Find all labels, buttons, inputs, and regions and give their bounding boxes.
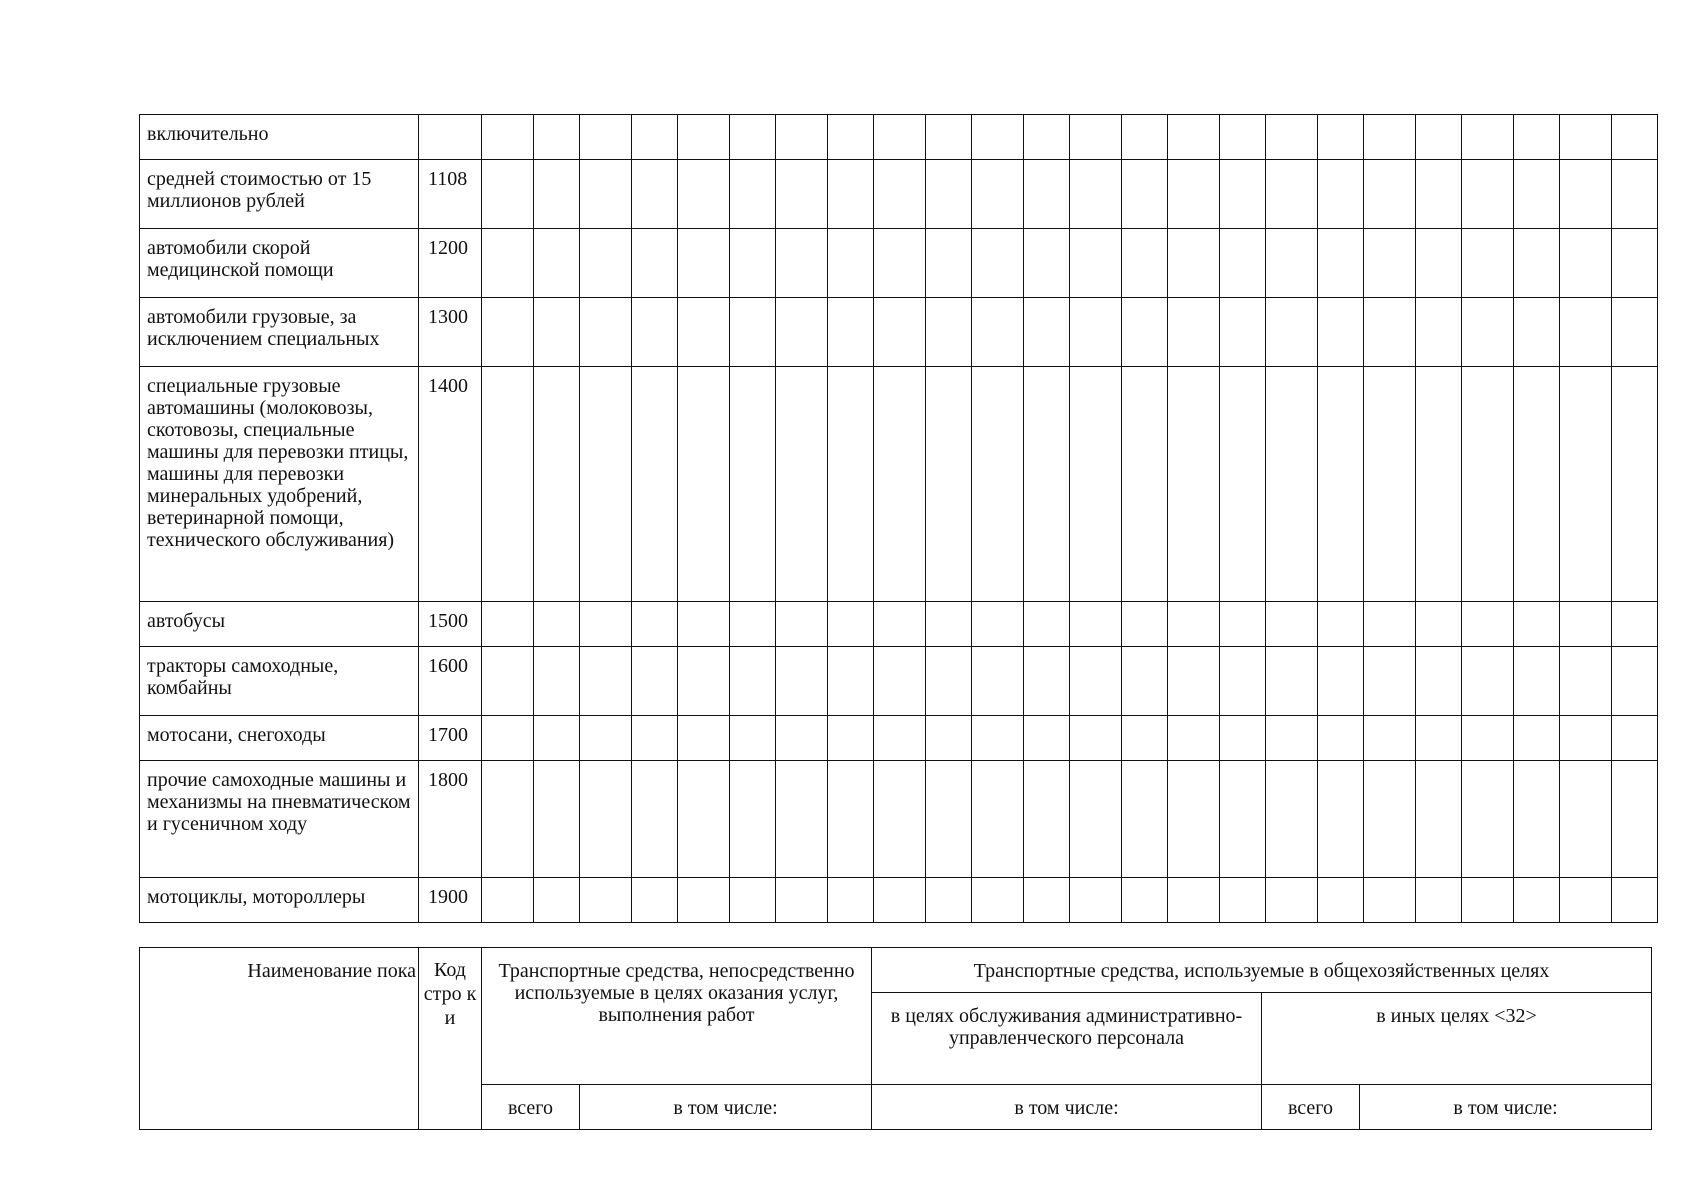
empty-cell (1070, 716, 1122, 761)
empty-cell (632, 298, 678, 367)
empty-cell (1024, 160, 1070, 229)
empty-cell (1266, 229, 1318, 298)
empty-cell (1220, 647, 1266, 716)
empty-cell (874, 367, 926, 602)
empty-cell (1514, 647, 1560, 716)
empty-cell (972, 761, 1024, 878)
table-row (140, 298, 1658, 367)
header-group-general: Транспортные средства, используемые в общехозяйственных целях (872, 948, 1652, 993)
row-code: 1500 (419, 602, 482, 647)
empty-cell (1122, 647, 1168, 716)
empty-cell (1070, 298, 1122, 367)
empty-cell (874, 229, 926, 298)
empty-cell (1612, 878, 1658, 923)
empty-cell (678, 602, 730, 647)
empty-cell (926, 160, 972, 229)
empty-cell (534, 602, 580, 647)
empty-cell (1364, 647, 1416, 716)
empty-cell (776, 115, 828, 160)
empty-cell (1318, 115, 1364, 160)
empty-cell (1612, 716, 1658, 761)
empty-cell (926, 761, 972, 878)
empty-cell (1070, 602, 1122, 647)
empty-cell (1024, 298, 1070, 367)
empty-cell (828, 298, 874, 367)
empty-cell (1416, 367, 1462, 602)
empty-cell (730, 647, 776, 716)
empty-cell (776, 761, 828, 878)
table-row (140, 878, 1658, 923)
table-row (140, 602, 1658, 647)
empty-cell (534, 298, 580, 367)
row-name: мотоциклы, мотороллеры (140, 878, 419, 923)
empty-cell (1220, 878, 1266, 923)
empty-cell (1070, 367, 1122, 602)
header-including-3: в том числе: (1360, 1085, 1652, 1130)
header-table (139, 947, 1652, 1130)
row-name: автомобили грузовые, за исключением специальных (140, 298, 419, 367)
empty-cell (482, 367, 534, 602)
empty-cell (1122, 716, 1168, 761)
empty-cell (828, 229, 874, 298)
empty-cell (1070, 878, 1122, 923)
empty-cell (482, 160, 534, 229)
empty-cell (926, 229, 972, 298)
empty-cell (1024, 761, 1070, 878)
empty-cell (1220, 716, 1266, 761)
row-code: 1200 (419, 229, 482, 298)
header-including-2: в том числе: (872, 1085, 1262, 1130)
empty-cell (1612, 298, 1658, 367)
empty-cell (482, 716, 534, 761)
empty-cell (1168, 761, 1220, 878)
empty-cell (678, 878, 730, 923)
empty-cell (482, 761, 534, 878)
empty-cell (1070, 229, 1122, 298)
empty-cell (534, 716, 580, 761)
empty-cell (482, 647, 534, 716)
empty-cell (580, 367, 632, 602)
empty-cell (1560, 115, 1612, 160)
empty-cell (1364, 298, 1416, 367)
empty-cell (580, 602, 632, 647)
row-name: включительно (140, 115, 419, 160)
empty-cell (730, 716, 776, 761)
empty-cell (632, 878, 678, 923)
empty-cell (534, 761, 580, 878)
empty-cell (482, 298, 534, 367)
empty-cell (730, 298, 776, 367)
empty-cell (1122, 160, 1168, 229)
empty-cell (1122, 115, 1168, 160)
empty-cell (580, 878, 632, 923)
empty-cell (972, 602, 1024, 647)
empty-cell (632, 602, 678, 647)
header-code: Код стро к и (419, 948, 482, 1130)
empty-cell (776, 647, 828, 716)
empty-cell (730, 761, 776, 878)
table-row (140, 761, 1658, 878)
empty-cell (1364, 229, 1416, 298)
empty-cell (730, 602, 776, 647)
row-name: автобусы (140, 602, 419, 647)
empty-cell (1364, 878, 1416, 923)
empty-cell (874, 878, 926, 923)
empty-cell (1364, 367, 1416, 602)
empty-cell (1364, 115, 1416, 160)
empty-cell (534, 229, 580, 298)
empty-cell (828, 367, 874, 602)
empty-cell (972, 115, 1024, 160)
header-group-direct: Транспортные средства, непосредственно используемые в целях оказания услуг, выполнения работ (482, 948, 872, 1085)
empty-cell (1416, 115, 1462, 160)
empty-cell (1220, 115, 1266, 160)
empty-cell (1024, 229, 1070, 298)
empty-cell (1416, 229, 1462, 298)
empty-cell (1266, 115, 1318, 160)
header-sub-admin: в целях обслуживания административно-управленческого персонала (872, 993, 1262, 1085)
empty-cell (926, 647, 972, 716)
header-sub-other: в иных целях <32> (1262, 993, 1652, 1085)
empty-cell (1416, 647, 1462, 716)
empty-cell (926, 602, 972, 647)
empty-cell (926, 367, 972, 602)
empty-cell (972, 298, 1024, 367)
empty-cell (1168, 716, 1220, 761)
empty-cell (580, 716, 632, 761)
empty-cell (730, 878, 776, 923)
empty-cell (1514, 367, 1560, 602)
empty-cell (632, 761, 678, 878)
empty-cell (534, 160, 580, 229)
empty-cell (828, 602, 874, 647)
empty-cell (1168, 298, 1220, 367)
empty-cell (730, 160, 776, 229)
empty-cell (1364, 716, 1416, 761)
empty-cell (1266, 647, 1318, 716)
empty-cell (1168, 367, 1220, 602)
empty-cell (1612, 115, 1658, 160)
empty-cell (730, 229, 776, 298)
empty-cell (1364, 602, 1416, 647)
empty-cell (482, 878, 534, 923)
empty-cell (1318, 229, 1364, 298)
empty-cell (1462, 878, 1514, 923)
empty-cell (1364, 160, 1416, 229)
empty-cell (1514, 160, 1560, 229)
empty-cell (1514, 602, 1560, 647)
empty-cell (678, 367, 730, 602)
empty-cell (1560, 367, 1612, 602)
empty-cell (1122, 229, 1168, 298)
row-code: 1700 (419, 716, 482, 761)
empty-cell (1266, 160, 1318, 229)
empty-cell (1168, 115, 1220, 160)
empty-cell (678, 716, 730, 761)
empty-cell (1070, 115, 1122, 160)
empty-cell (1560, 160, 1612, 229)
empty-cell (1318, 716, 1364, 761)
empty-cell (1318, 602, 1364, 647)
empty-cell (776, 602, 828, 647)
empty-cell (678, 229, 730, 298)
empty-cell (1266, 298, 1318, 367)
row-name: мотосани, снегоходы (140, 716, 419, 761)
empty-cell (1070, 647, 1122, 716)
empty-cell (1266, 878, 1318, 923)
empty-cell (1560, 298, 1612, 367)
header-total-3: всего (1262, 1085, 1360, 1130)
row-code: 1400 (419, 367, 482, 602)
empty-cell (1514, 716, 1560, 761)
empty-cell (1070, 761, 1122, 878)
empty-cell (776, 716, 828, 761)
empty-cell (1612, 229, 1658, 298)
empty-cell (874, 602, 926, 647)
empty-cell (776, 878, 828, 923)
row-name: прочие самоходные машины и механизмы на пневматическом и гусеничном ходу (140, 761, 419, 878)
empty-cell (632, 647, 678, 716)
row-code: 1800 (419, 761, 482, 878)
empty-cell (1024, 878, 1070, 923)
empty-cell (1220, 229, 1266, 298)
empty-cell (926, 878, 972, 923)
empty-cell (1514, 115, 1560, 160)
empty-cell (1122, 367, 1168, 602)
empty-cell (1024, 716, 1070, 761)
empty-cell (534, 367, 580, 602)
empty-cell (776, 367, 828, 602)
empty-cell (1462, 716, 1514, 761)
row-name: автомобили скорой медицинской помощи (140, 229, 419, 298)
empty-cell (1462, 367, 1514, 602)
empty-cell (926, 298, 972, 367)
empty-cell (972, 367, 1024, 602)
empty-cell (1024, 647, 1070, 716)
empty-cell (482, 115, 534, 160)
empty-cell (1612, 761, 1658, 878)
empty-cell (1024, 367, 1070, 602)
empty-cell (874, 647, 926, 716)
table-row (140, 716, 1658, 761)
empty-cell (632, 367, 678, 602)
row-code: 1900 (419, 878, 482, 923)
empty-cell (972, 878, 1024, 923)
empty-cell (1168, 647, 1220, 716)
empty-cell (1318, 761, 1364, 878)
empty-cell (1070, 160, 1122, 229)
empty-cell (1168, 160, 1220, 229)
empty-cell (730, 115, 776, 160)
empty-cell (776, 160, 828, 229)
empty-cell (776, 298, 828, 367)
empty-cell (678, 761, 730, 878)
empty-cell (1514, 878, 1560, 923)
empty-cell (828, 716, 874, 761)
empty-cell (1612, 160, 1658, 229)
header-including-1: в том числе: (580, 1085, 872, 1130)
header-name: Наименование пока (140, 948, 419, 1130)
row-code: 1300 (419, 298, 482, 367)
empty-cell (828, 160, 874, 229)
empty-cell (1560, 761, 1612, 878)
empty-cell (534, 115, 580, 160)
empty-cell (1612, 602, 1658, 647)
empty-cell (1318, 367, 1364, 602)
empty-cell (1220, 160, 1266, 229)
table-row (140, 647, 1658, 716)
empty-cell (1560, 647, 1612, 716)
empty-cell (482, 229, 534, 298)
empty-cell (926, 115, 972, 160)
empty-cell (1024, 115, 1070, 160)
empty-cell (1168, 229, 1220, 298)
empty-cell (1122, 298, 1168, 367)
empty-cell (1416, 298, 1462, 367)
row-name: средней стоимостью от 15 миллионов рублей (140, 160, 419, 229)
empty-cell (972, 229, 1024, 298)
empty-cell (828, 761, 874, 878)
empty-cell (1318, 160, 1364, 229)
empty-cell (972, 716, 1024, 761)
empty-cell (1416, 160, 1462, 229)
empty-cell (1220, 761, 1266, 878)
empty-cell (632, 716, 678, 761)
table-row (140, 115, 1658, 160)
empty-cell (1318, 647, 1364, 716)
empty-cell (972, 647, 1024, 716)
empty-cell (632, 115, 678, 160)
empty-cell (1462, 647, 1514, 716)
empty-cell (1462, 115, 1514, 160)
empty-cell (1364, 761, 1416, 878)
empty-cell (678, 115, 730, 160)
empty-cell (1560, 716, 1612, 761)
empty-cell (1612, 647, 1658, 716)
empty-cell (1266, 367, 1318, 602)
empty-cell (1168, 602, 1220, 647)
empty-cell (1462, 761, 1514, 878)
empty-cell (1122, 761, 1168, 878)
table-row (140, 367, 1658, 602)
row-name: тракторы самоходные, комбайны (140, 647, 419, 716)
empty-cell (678, 298, 730, 367)
empty-cell (874, 115, 926, 160)
empty-cell (678, 160, 730, 229)
empty-cell (1416, 716, 1462, 761)
empty-cell (482, 602, 534, 647)
empty-cell (828, 115, 874, 160)
empty-cell (580, 160, 632, 229)
empty-cell (534, 878, 580, 923)
empty-cell (1266, 761, 1318, 878)
empty-cell (1220, 367, 1266, 602)
empty-cell (730, 367, 776, 602)
empty-cell (1416, 761, 1462, 878)
row-code: 1600 (419, 647, 482, 716)
empty-cell (1462, 298, 1514, 367)
empty-cell (1168, 878, 1220, 923)
empty-cell (580, 761, 632, 878)
empty-cell (678, 647, 730, 716)
table-row (140, 160, 1658, 229)
empty-cell (580, 115, 632, 160)
empty-cell (1266, 602, 1318, 647)
row-code: 1108 (419, 160, 482, 229)
empty-cell (1514, 229, 1560, 298)
empty-cell (534, 647, 580, 716)
empty-cell (580, 647, 632, 716)
empty-cell (580, 229, 632, 298)
header-total-1: всего (482, 1085, 580, 1130)
empty-cell (1024, 602, 1070, 647)
empty-cell (632, 160, 678, 229)
data-table (139, 114, 1658, 923)
empty-cell (1514, 298, 1560, 367)
table-row (140, 229, 1658, 298)
empty-cell (1266, 716, 1318, 761)
empty-cell (580, 298, 632, 367)
empty-cell (1318, 878, 1364, 923)
empty-cell (1220, 602, 1266, 647)
empty-cell (776, 229, 828, 298)
empty-cell (926, 716, 972, 761)
empty-cell (632, 229, 678, 298)
empty-cell (874, 716, 926, 761)
row-name: специальные грузовые автомашины (молоковозы, скотовозы, специальные машины для перевозки птицы, машины для перевозки минеральных удобрений, ветеринарной помощи, технического обслуживания) (140, 367, 419, 602)
empty-cell (874, 160, 926, 229)
empty-cell (1462, 229, 1514, 298)
empty-cell (1560, 878, 1612, 923)
empty-cell (1416, 878, 1462, 923)
empty-cell (1560, 602, 1612, 647)
empty-cell (828, 878, 874, 923)
row-code (419, 115, 482, 160)
empty-cell (828, 647, 874, 716)
empty-cell (1416, 602, 1462, 647)
empty-cell (1122, 602, 1168, 647)
empty-cell (1612, 367, 1658, 602)
empty-cell (1462, 160, 1514, 229)
empty-cell (874, 298, 926, 367)
empty-cell (1514, 761, 1560, 878)
empty-cell (1220, 298, 1266, 367)
empty-cell (1318, 298, 1364, 367)
empty-cell (874, 761, 926, 878)
empty-cell (972, 160, 1024, 229)
empty-cell (1462, 602, 1514, 647)
empty-cell (1560, 229, 1612, 298)
empty-cell (1122, 878, 1168, 923)
